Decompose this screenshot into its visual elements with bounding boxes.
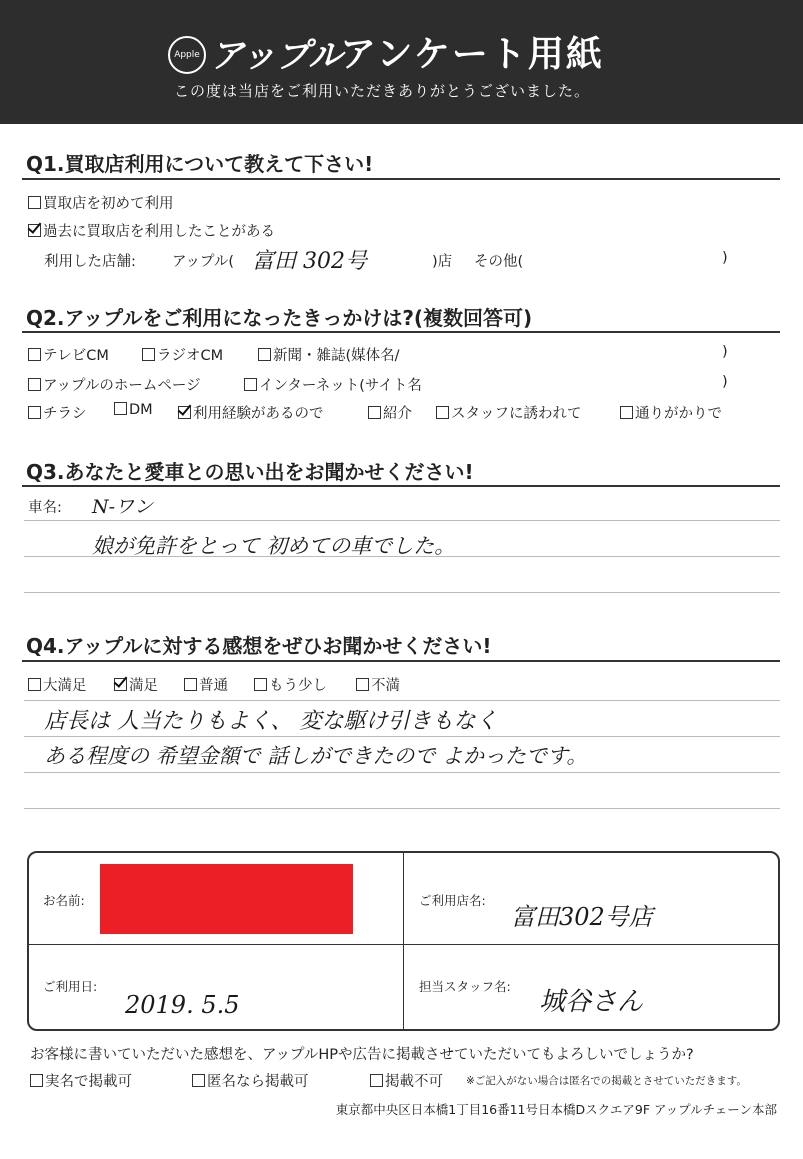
q4-option-very-satisfied[interactable] <box>28 674 87 695</box>
info-vertical-divider <box>403 853 404 1029</box>
q2-row1-close: ) <box>722 344 728 360</box>
checkbox-icon[interactable] <box>258 348 271 361</box>
name-redaction <box>100 864 353 934</box>
staff-label: 担当スタッフ名: <box>419 979 511 994</box>
checkbox-checked-icon[interactable] <box>114 678 127 691</box>
option-label: 実名で掲載可 <box>45 1074 132 1090</box>
checkbox-icon[interactable] <box>620 406 633 419</box>
q1-divider <box>22 178 780 180</box>
q3-car-label: 車名: <box>28 500 62 516</box>
brand-name: アップル <box>210 36 343 76</box>
option-label: 過去に買取店を利用したことがある <box>43 224 275 240</box>
q4-option-could-be-better[interactable] <box>254 674 327 695</box>
store-name-label: ご利用店名: <box>419 893 486 908</box>
q4-answer-line-1[interactable]: 店長は 人当たりもよく、 変な駆け引きもなく <box>44 709 498 734</box>
q2-title: Q2.アップルをご利用になったきっかけは?(複数回答可) <box>26 306 533 330</box>
option-label: 利用経験があるので <box>193 406 324 422</box>
q2-option-internet[interactable] <box>244 374 422 395</box>
date-value[interactable]: 2019. 5.5 <box>125 991 240 1019</box>
consent-option-anonymous[interactable] <box>192 1070 309 1091</box>
date-label: ご利用日: <box>43 979 98 994</box>
form-title: アンケート用紙 <box>340 34 604 75</box>
option-label: 買取店を初めて利用 <box>43 196 174 212</box>
checkbox-icon[interactable] <box>368 406 381 419</box>
checkbox-icon[interactable] <box>28 196 41 209</box>
option-label: 不満 <box>371 678 400 694</box>
q1-store-suffix: )店 <box>432 254 453 270</box>
option-label: 通りがかりで <box>635 406 722 422</box>
q4-rule-1 <box>24 700 780 701</box>
consent-option-real-name[interactable] <box>30 1070 132 1091</box>
checkbox-icon[interactable] <box>28 406 41 419</box>
q2-option-homepage[interactable] <box>28 374 201 395</box>
q3-car-value[interactable]: N-ワン <box>92 496 154 518</box>
checkbox-icon[interactable] <box>370 1074 383 1087</box>
checkbox-icon[interactable] <box>28 678 41 691</box>
option-label: ラジオCM <box>157 348 224 364</box>
apple-logo-icon: Apple <box>168 36 206 74</box>
q4-option-satisfied[interactable] <box>114 674 158 695</box>
q1-option-first-time[interactable] <box>28 192 174 213</box>
header-banner <box>0 0 803 124</box>
q4-option-normal[interactable] <box>184 674 228 695</box>
checkbox-icon[interactable] <box>30 1074 43 1087</box>
q3-rule-3 <box>24 592 780 593</box>
option-label: スタッフに誘われて <box>451 406 582 422</box>
option-label: 紹介 <box>383 406 412 422</box>
option-label: 新聞・雑誌(媒体名/ <box>273 348 400 364</box>
checkbox-icon[interactable] <box>114 402 127 415</box>
q1-other-label: その他( <box>474 254 524 270</box>
checkbox-icon[interactable] <box>356 678 369 691</box>
option-label: 掲載不可 <box>385 1074 443 1090</box>
checkbox-icon[interactable] <box>254 678 267 691</box>
checkbox-icon[interactable] <box>184 678 197 691</box>
q4-divider <box>22 660 780 662</box>
customer-info-box <box>27 851 780 1031</box>
name-label: お名前: <box>43 893 85 908</box>
q1-other-close: ) <box>722 250 728 266</box>
option-label: チラシ <box>43 406 87 422</box>
option-label: DM <box>129 402 153 418</box>
consent-note: ※ご記入がない場合は匿名での掲載とさせていただきます。 <box>466 1075 747 1087</box>
q2-divider <box>22 331 780 333</box>
q4-rule-2 <box>24 736 780 737</box>
option-label: テレビCM <box>43 348 109 364</box>
checkbox-icon[interactable] <box>192 1074 205 1087</box>
checkbox-icon[interactable] <box>28 348 41 361</box>
q4-rule-3 <box>24 772 780 773</box>
header-subtitle: この度は当店をご利用いただきありがとうございました。 <box>174 82 591 100</box>
q2-option-referral[interactable] <box>368 402 412 423</box>
checkbox-icon[interactable] <box>142 348 155 361</box>
checkbox-icon[interactable] <box>436 406 449 419</box>
store-name-value[interactable]: 富田302号店 <box>511 903 653 931</box>
q3-rule-1 <box>24 520 780 521</box>
option-label: もう少し <box>269 678 327 694</box>
q1-title: Q1.買取店利用について教えて下さい! <box>26 152 374 176</box>
staff-value[interactable]: 城谷さん <box>539 987 644 1017</box>
q2-row2-close: ) <box>722 374 728 390</box>
checkbox-checked-icon[interactable] <box>178 406 191 419</box>
checkbox-icon[interactable] <box>28 378 41 391</box>
consent-option-not-allowed[interactable] <box>370 1070 443 1091</box>
q2-option-flyer[interactable] <box>28 402 87 423</box>
footer-address: 東京都中央区日本橋1丁目16番11号日本橋Dスクエア9F アップルチェーン本部 <box>335 1102 777 1117</box>
q4-title: Q4.アップルに対する感想をぜひお聞かせください! <box>26 634 492 658</box>
q4-rule-4 <box>24 808 780 809</box>
q1-store-prefix: アップル( <box>172 254 235 270</box>
q4-answer-line-2[interactable]: ある程度の 希望金額で 話しができたので よかったです。 <box>44 744 588 768</box>
q2-option-passing-by[interactable] <box>620 402 722 423</box>
q2-option-newspaper[interactable] <box>258 344 400 365</box>
q3-rule-2 <box>24 556 780 557</box>
q2-option-tv-cm[interactable] <box>28 344 109 365</box>
q2-option-radio-cm[interactable] <box>142 344 223 365</box>
option-label: インターネット(サイト名 <box>259 378 422 394</box>
q1-store-label: 利用した店舗: <box>44 254 136 270</box>
option-label: 満足 <box>129 678 158 694</box>
consent-question: お客様に書いていただいた感想を、アップルHPや広告に掲載させていただいてもよろしいでしょうか? <box>30 1047 694 1063</box>
q2-option-dm[interactable] <box>114 402 153 418</box>
option-label: アップルのホームページ <box>43 378 201 394</box>
checkbox-icon[interactable] <box>244 378 257 391</box>
q3-answer[interactable]: 娘が免許をとって 初めての車でした。 <box>92 534 456 558</box>
q1-option-used-before[interactable] <box>28 220 275 241</box>
option-label: 匿名なら掲載可 <box>207 1074 309 1090</box>
q2-option-staff-invited[interactable] <box>436 402 582 423</box>
q2-option-past-use[interactable] <box>178 402 324 423</box>
option-label: 普通 <box>199 678 228 694</box>
option-label: 大満足 <box>43 678 87 694</box>
checkbox-checked-icon[interactable] <box>28 224 41 237</box>
q4-option-dissatisfied[interactable] <box>356 674 400 695</box>
info-horizontal-divider <box>29 944 778 945</box>
q3-divider <box>22 485 780 487</box>
q3-title: Q3.あなたと愛車との思い出をお聞かせください! <box>26 460 474 484</box>
q1-store-value[interactable]: 富田 302号 <box>252 249 367 274</box>
